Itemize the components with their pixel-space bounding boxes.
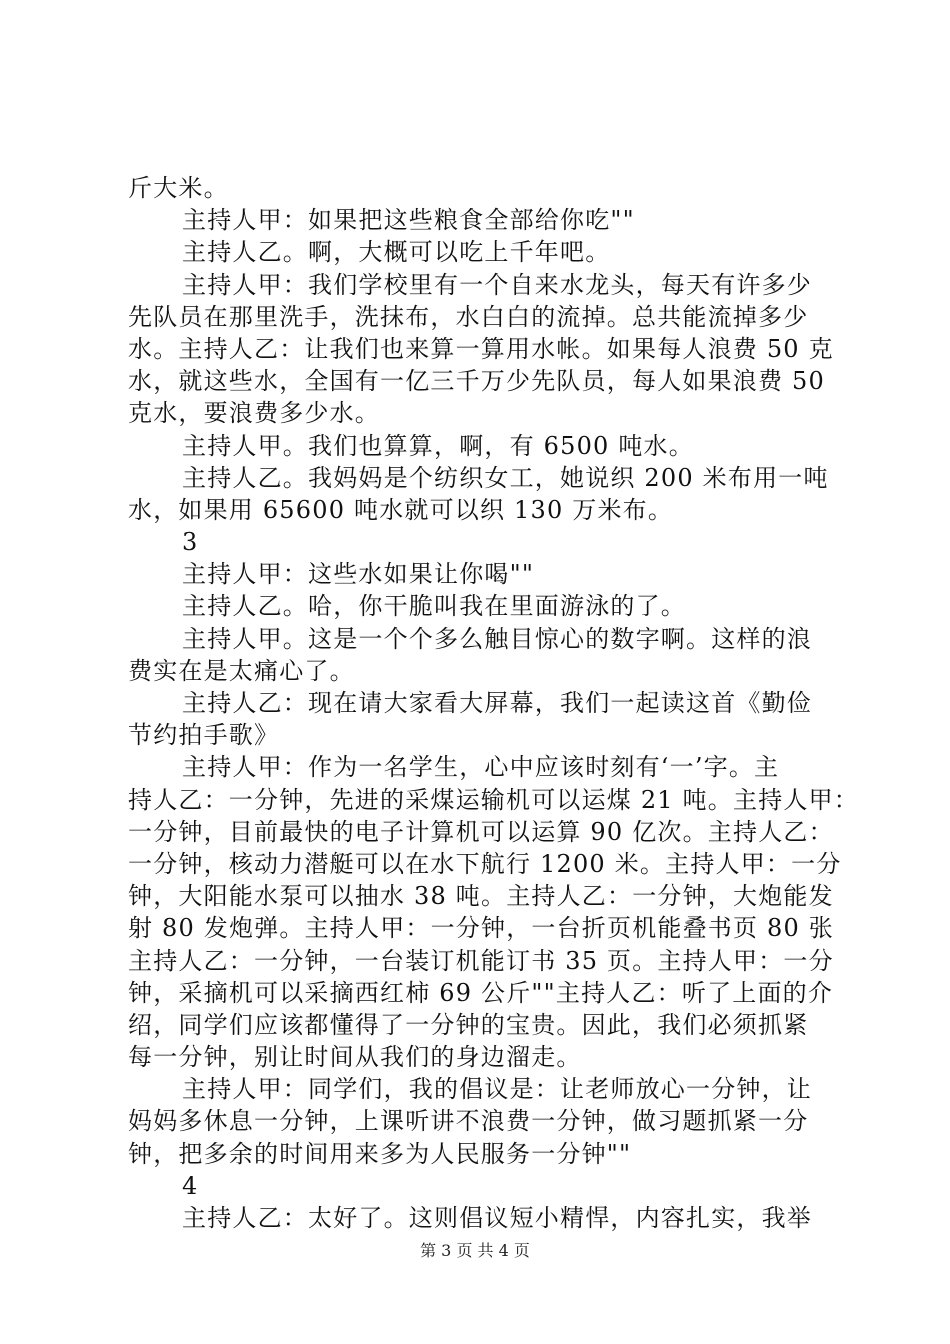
text-line: 节约拍手歌》 bbox=[128, 721, 280, 750]
text-line: 主持人甲：作为一名学生，心中应该时刻有‘一’字。主 bbox=[182, 753, 780, 782]
text-line: 主持人乙：现在请大家看大屏幕，我们一起读这首《勤俭 bbox=[182, 689, 812, 717]
text-line: 钟，大阳能水泵可以抽水 38 吨。主持人乙：一分钟，大炮能发 bbox=[128, 882, 834, 911]
text-line: 妈妈多休息一分钟，上课听讲不浪费一分钟，做习题抓紧一分 bbox=[128, 1107, 809, 1136]
text-line: 先队员在那里洗手，洗抹布，水白白的流掉。总共能流掉多少 bbox=[128, 302, 809, 331]
text-line: 费实在是太痛心了。 bbox=[128, 656, 355, 685]
text-line: 钟，把多余的时间用来多为人民服务一分钟"" bbox=[128, 1139, 632, 1168]
text-line: 每一分钟，别让时间从我们的身边溜走。 bbox=[128, 1043, 582, 1072]
text-line: 主持人乙。哈，你干脆叫我在里面游泳的了。 bbox=[182, 592, 686, 621]
text-line: 水。主持人乙：让我们也来算一算用水帐。如果每人浪费 50 克 bbox=[128, 334, 834, 363]
text-line: 持人乙：一分钟，先进的采煤运输机可以运煤 21 吨。主持人甲： bbox=[128, 785, 859, 814]
text-line: 主持人乙。我妈妈是个纺织女工，她说织 200 米布用一吨 bbox=[182, 463, 829, 492]
text-line: 射 80 发炮弹。主持人甲：一分钟，一台折页机能叠书页 80 张 bbox=[128, 914, 834, 943]
text-line: 主持人乙：一分钟，一台装订机能订书 35 页。主持人甲：一分 bbox=[128, 946, 834, 975]
document-body bbox=[128, 172, 859, 1234]
text-line: 水，如果用 65600 吨水就可以织 130 万米布。 bbox=[128, 495, 674, 524]
text-line: 绍，同学们应该都懂得了一分钟的宝贵。因此，我们必须抓紧 bbox=[128, 1010, 809, 1039]
text-line: 主持人乙：太好了。这则倡议短小精悍，内容扎实，我举 bbox=[182, 1204, 812, 1232]
page-number-marker: 3 bbox=[182, 528, 199, 557]
text-line: 钟，采摘机可以采摘西红柿 69 公斤""主持人乙：听了上面的介 bbox=[128, 978, 834, 1007]
text-line: 主持人甲：这些水如果让你喝"" bbox=[182, 560, 535, 589]
text-line: 斤大米。 bbox=[128, 174, 229, 202]
text-line: 主持人甲：如果把这些粮食全部给你吃"" bbox=[182, 206, 635, 235]
page-number-marker: 4 bbox=[182, 1171, 199, 1200]
page-footer: 第 3 页 共 4 页 bbox=[420, 1241, 530, 1260]
text-line: 主持人甲：同学们，我的倡议是：让老师放心一分钟，让 bbox=[182, 1075, 812, 1104]
text-line: 主持人乙。啊，大概可以吃上千年吧。 bbox=[182, 238, 611, 267]
text-line: 主持人甲。我们也算算，啊，有 6500 吨水。 bbox=[182, 431, 694, 460]
text-line: 一分钟，目前最快的电子计算机可以运算 90 亿次。主持人乙： bbox=[128, 817, 834, 846]
text-line: 主持人甲。这是一个个多么触目惊心的数字啊。这样的浪 bbox=[182, 624, 812, 653]
text-line: 克水，要浪费多少水。 bbox=[128, 399, 380, 428]
text-line: 水，就这些水，全国有一亿三千万少先队员，每人如果浪费 50 bbox=[128, 367, 825, 396]
text-line: 主持人甲：我们学校里有一个自来水龙头，每天有许多少 bbox=[182, 270, 812, 299]
text-line: 一分钟，核动力潜艇可以在水下航行 1200 米。主持人甲：一分 bbox=[128, 849, 842, 878]
